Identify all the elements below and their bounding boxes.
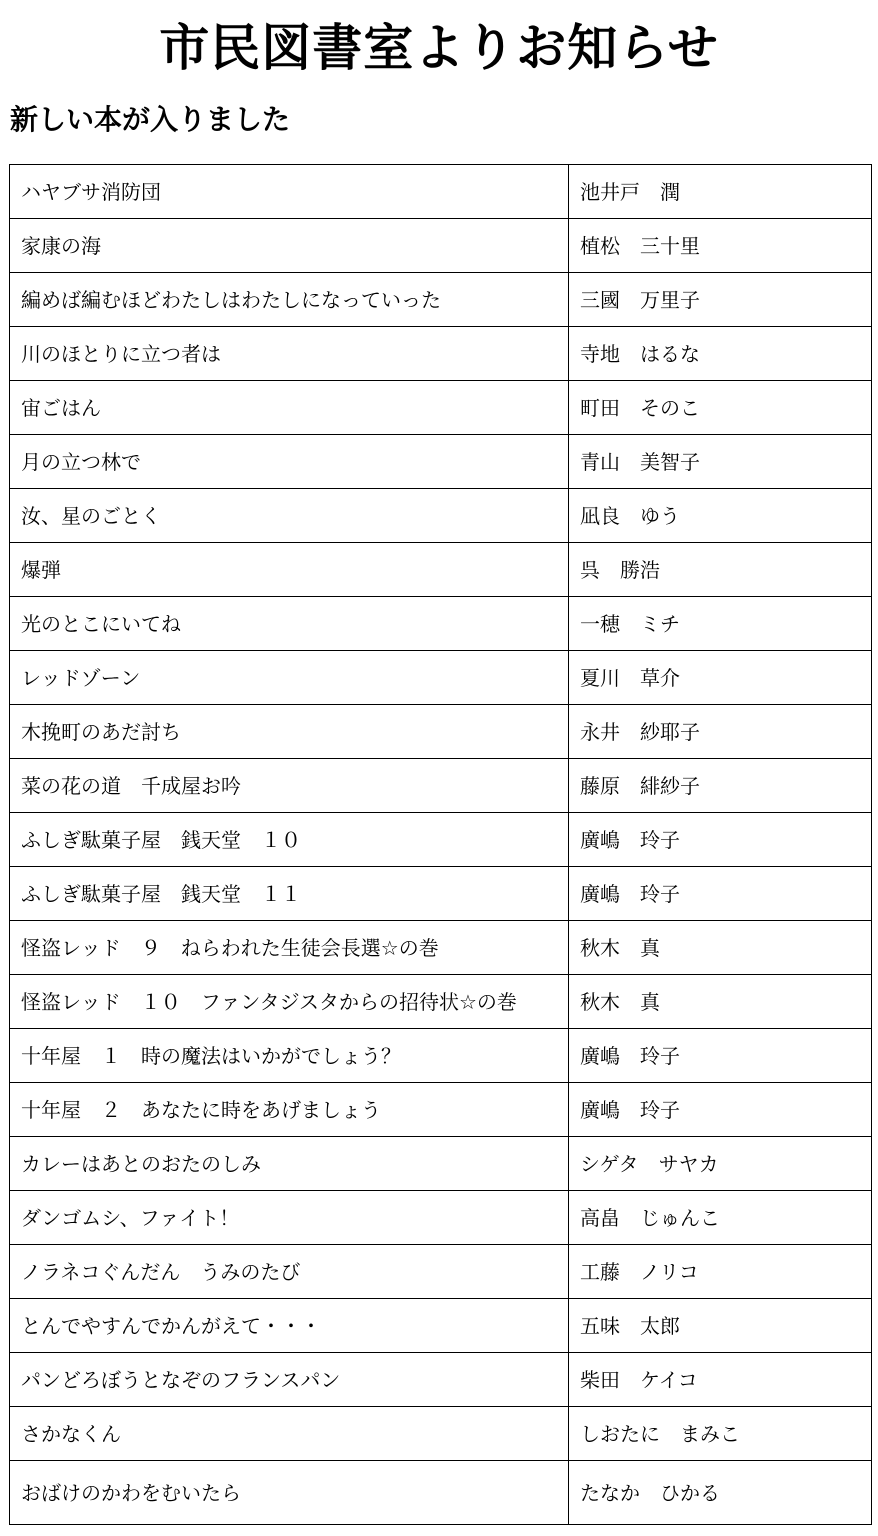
book-author-cell: 工藤 ノリコ <box>569 1245 872 1299</box>
table-row <box>10 705 872 759</box>
book-title-cell: 十年屋 １ 時の魔法はいかがでしょう？ <box>10 1029 569 1083</box>
book-author-cell: 柴田 ケイコ <box>569 1353 872 1407</box>
book-list-body <box>10 165 872 1525</box>
book-author-cell: 三國 万里子 <box>569 273 872 327</box>
book-title-cell: ふしぎ駄菓子屋 銭天堂 １０ <box>10 813 569 867</box>
book-author-cell: 秋木 真 <box>569 921 872 975</box>
book-author-cell: 青山 美智子 <box>569 435 872 489</box>
table-row <box>10 1461 872 1525</box>
book-list-table <box>9 164 872 1525</box>
book-title-cell: 汝、星のごとく <box>10 489 569 543</box>
book-author-cell: 一穂 ミチ <box>569 597 872 651</box>
table-row <box>10 435 872 489</box>
book-title-cell: ノラネコぐんだん うみのたび <box>10 1245 569 1299</box>
book-author-cell: しおたに まみこ <box>569 1407 872 1461</box>
notice-subtitle: 新しい本が入りました <box>10 103 291 136</box>
book-author-cell: 廣嶋 玲子 <box>569 1083 872 1137</box>
book-author-cell: 池井戸 潤 <box>569 165 872 219</box>
book-title-cell: ハヤブサ消防団 <box>10 165 569 219</box>
book-author-cell: 夏川 草介 <box>569 651 872 705</box>
book-title-cell: 光のとこにいてね <box>10 597 569 651</box>
table-row <box>10 651 872 705</box>
book-title-cell: 編めば編むほどわたしはわたしになっていった <box>10 273 569 327</box>
table-row <box>10 219 872 273</box>
book-title-cell: 宙ごはん <box>10 381 569 435</box>
book-title-cell: パンどろぼうとなぞのフランスパン <box>10 1353 569 1407</box>
book-title-cell: 怪盗レッド １０ ファンタジスタからの招待状☆の巻 <box>10 975 569 1029</box>
table-row <box>10 1407 872 1461</box>
book-title-cell: 菜の花の道 千成屋お吟 <box>10 759 569 813</box>
table-row <box>10 489 872 543</box>
book-author-cell: 廣嶋 玲子 <box>569 813 872 867</box>
table-row <box>10 1029 872 1083</box>
table-row <box>10 381 872 435</box>
table-row <box>10 165 872 219</box>
book-title-cell: レッドゾーン <box>10 651 569 705</box>
book-title-cell: 木挽町のあだ討ち <box>10 705 569 759</box>
book-title-cell: ふしぎ駄菓子屋 銭天堂 １１ <box>10 867 569 921</box>
book-title-cell: 爆弾 <box>10 543 569 597</box>
book-author-cell: 植松 三十里 <box>569 219 872 273</box>
book-title-cell: さかなくん <box>10 1407 569 1461</box>
book-author-cell: 藤原 緋紗子 <box>569 759 872 813</box>
table-row <box>10 921 872 975</box>
book-title-cell: 家康の海 <box>10 219 569 273</box>
table-row <box>10 327 872 381</box>
book-author-cell: 永井 紗耶子 <box>569 705 872 759</box>
book-title-cell: ダンゴムシ、ファイト！ <box>10 1191 569 1245</box>
book-author-cell: シゲタ サヤカ <box>569 1137 872 1191</box>
book-title-cell: カレーはあとのおたのしみ <box>10 1137 569 1191</box>
table-row <box>10 759 872 813</box>
table-row <box>10 273 872 327</box>
table-row <box>10 975 872 1029</box>
book-title-cell: 月の立つ林で <box>10 435 569 489</box>
book-title-cell: 十年屋 ２ あなたに時をあげましょう <box>10 1083 569 1137</box>
book-author-cell: 呉 勝浩 <box>569 543 872 597</box>
table-row <box>10 597 872 651</box>
table-row <box>10 1137 872 1191</box>
table-row <box>10 867 872 921</box>
book-author-cell: 秋木 真 <box>569 975 872 1029</box>
table-row <box>10 1353 872 1407</box>
table-row <box>10 813 872 867</box>
book-title-cell: とんでやすんでかんがえて・・・ <box>10 1299 569 1353</box>
book-author-cell: 五味 太郎 <box>569 1299 872 1353</box>
book-author-cell: 凪良 ゆう <box>569 489 872 543</box>
book-title-cell: 川のほとりに立つ者は <box>10 327 569 381</box>
table-row <box>10 1299 872 1353</box>
book-author-cell: 廣嶋 玲子 <box>569 1029 872 1083</box>
book-title-cell: おばけのかわをむいたら <box>10 1461 569 1525</box>
table-row <box>10 1245 872 1299</box>
book-author-cell: たなか ひかる <box>569 1461 872 1525</box>
book-author-cell: 高畠 じゅんこ <box>569 1191 872 1245</box>
book-title-cell: 怪盗レッド ９ ねらわれた生徒会長選☆の巻 <box>10 921 569 975</box>
table-row <box>10 543 872 597</box>
table-row <box>10 1191 872 1245</box>
notice-title: 市民図書室よりお知らせ <box>159 19 719 77</box>
book-author-cell: 町田 そのこ <box>569 381 872 435</box>
table-row <box>10 1083 872 1137</box>
book-author-cell: 寺地 はるな <box>569 327 872 381</box>
book-author-cell: 廣嶋 玲子 <box>569 867 872 921</box>
